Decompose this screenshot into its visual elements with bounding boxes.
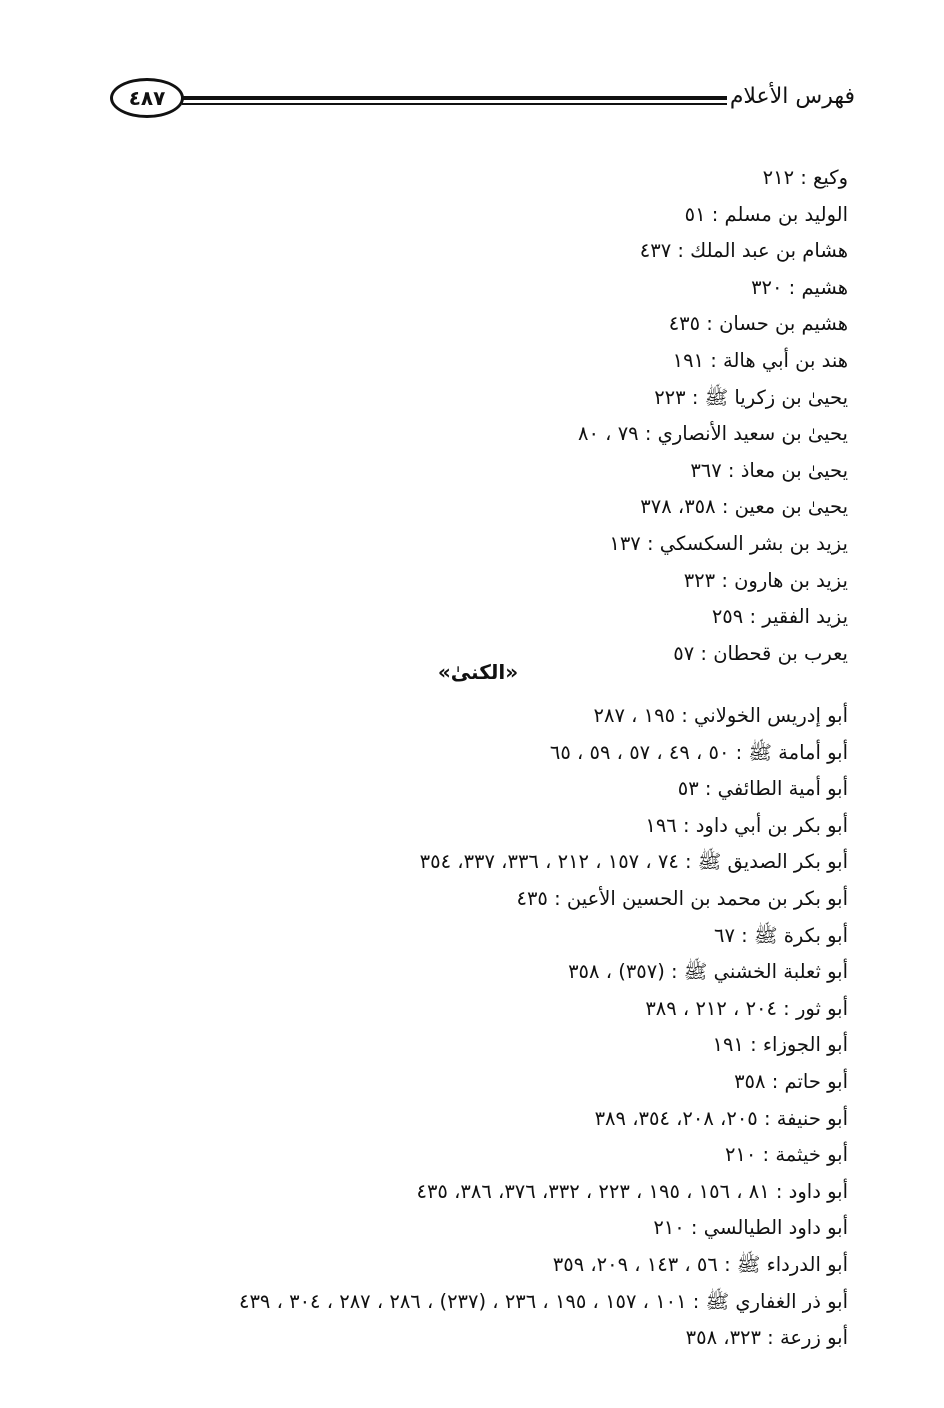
kunya-heading (0, 660, 944, 684)
page-number: ٤٨٧ (110, 78, 184, 118)
index-entry: هشام بن عبد الملك : ٤٣٧ (639, 239, 848, 263)
index-entry: وكيع : ٢١٢ (762, 166, 848, 189)
index-entry: أبو بكر الصديق ﷺ : ٧٤ ، ١٥٧ ، ٢١٢ ، ٣٣٦، ٣٣٧، ٣٥٤ (419, 850, 848, 874)
index-entry: أبو زرعة : ٣٢٣، ٣٥٨ (685, 1326, 848, 1350)
index-entry: أبو بكر بن أبي داود : ١٩٦ (645, 813, 848, 837)
index-entry: الوليد بن مسلم : ٥١ (684, 202, 848, 226)
index-entry: أبو ثعلبة الخشني ﷺ : (٣٥٧) ، ٣٥٨ (568, 960, 848, 984)
header-rule-thin (182, 103, 727, 105)
index-entry: هشيم : ٣٢٠ (751, 275, 848, 299)
header-rule (182, 96, 727, 100)
index-entry: أبو بكرة ﷺ : ٦٧ (714, 923, 848, 947)
index-entry: أبو الدرداء ﷺ : ٥٦ ، ١٤٣ ، ٢٠٩، ٣٥٩ (552, 1252, 848, 1276)
page-header (110, 78, 855, 130)
kunya-list (239, 698, 848, 1357)
index-entry: هند بن أبي هالة : ١٩١ (672, 348, 848, 372)
index-entry: يحيىٰ بن معين : ٣٥٨، ٣٧٨ (640, 495, 848, 519)
index-entry: أبو إدريس الخولاني : ١٩٥ ، ٢٨٧ (593, 704, 848, 727)
index-entry: أبو داود الطيالسي : ٢١٠ (653, 1216, 848, 1240)
index-entry: أبو أمية الطائفي : ٥٣ (677, 777, 848, 801)
kunya-heading-text: «الكنىٰ» (437, 660, 519, 684)
index-entry: يزيد بن هارون : ٣٢٣ (683, 568, 848, 592)
index-entry: أبو داود : ٨١ ، ١٥٦ ، ١٩٥ ، ٢٢٣ ، ٣٣٢، ٣٧٦، ٣٨٦، ٤٣٥ (416, 1179, 848, 1203)
index-entry: يحيىٰ بن سعيد الأنصاري : ٧٩ ، ٨٠ (578, 422, 848, 446)
index-entry: يعرب بن قحطان : ٥٧ (673, 641, 848, 665)
index-entry: يزيد الفقير : ٢٥٩ (711, 605, 848, 629)
names-list (578, 160, 848, 672)
index-entry: يحيىٰ بن معاذ : ٣٦٧ (690, 458, 848, 482)
index-entry: أبو ذر الغفاري ﷺ : ١٠١ ، ١٥٧ ، ١٩٥ ، ٢٣٦ ، (٢٣٧) ، ٢٨٦ ، ٢٨٧ ، ٣٠٤ ، ٤٣٩ (238, 1289, 848, 1313)
index-entry: أبو الجوزاء : ١٩١ (712, 1033, 848, 1057)
index-entry: هشيم بن حسان : ٤٣٥ (668, 312, 848, 336)
index-entry: أبو خيثمة : ٢١٠ (724, 1143, 848, 1167)
index-entry: يزيد بن بشر السكسكي : ١٣٧ (609, 531, 848, 555)
index-entry: أبو أمامة ﷺ : ٥٠ ، ٤٩ ، ٥٧ ، ٥٩ ، ٦٥ (549, 740, 848, 764)
index-entry: أبو ثور : ٢٠٤ ، ٢١٢ ، ٣٨٩ (645, 996, 848, 1020)
index-entry: أبو حنيفة : ٢٠٥، ٢٠٨، ٣٥٤، ٣٨٩ (594, 1106, 848, 1130)
index-entry: يحيىٰ بن زكريا ﷺ : ٢٢٣ (654, 385, 848, 409)
index-entry: أبو بكر بن محمد بن الحسين الأعين : ٤٣٥ (516, 886, 848, 910)
index-title: فهرس الأعلام (729, 84, 855, 109)
index-entry: أبو حاتم : ٣٥٨ (734, 1069, 848, 1093)
